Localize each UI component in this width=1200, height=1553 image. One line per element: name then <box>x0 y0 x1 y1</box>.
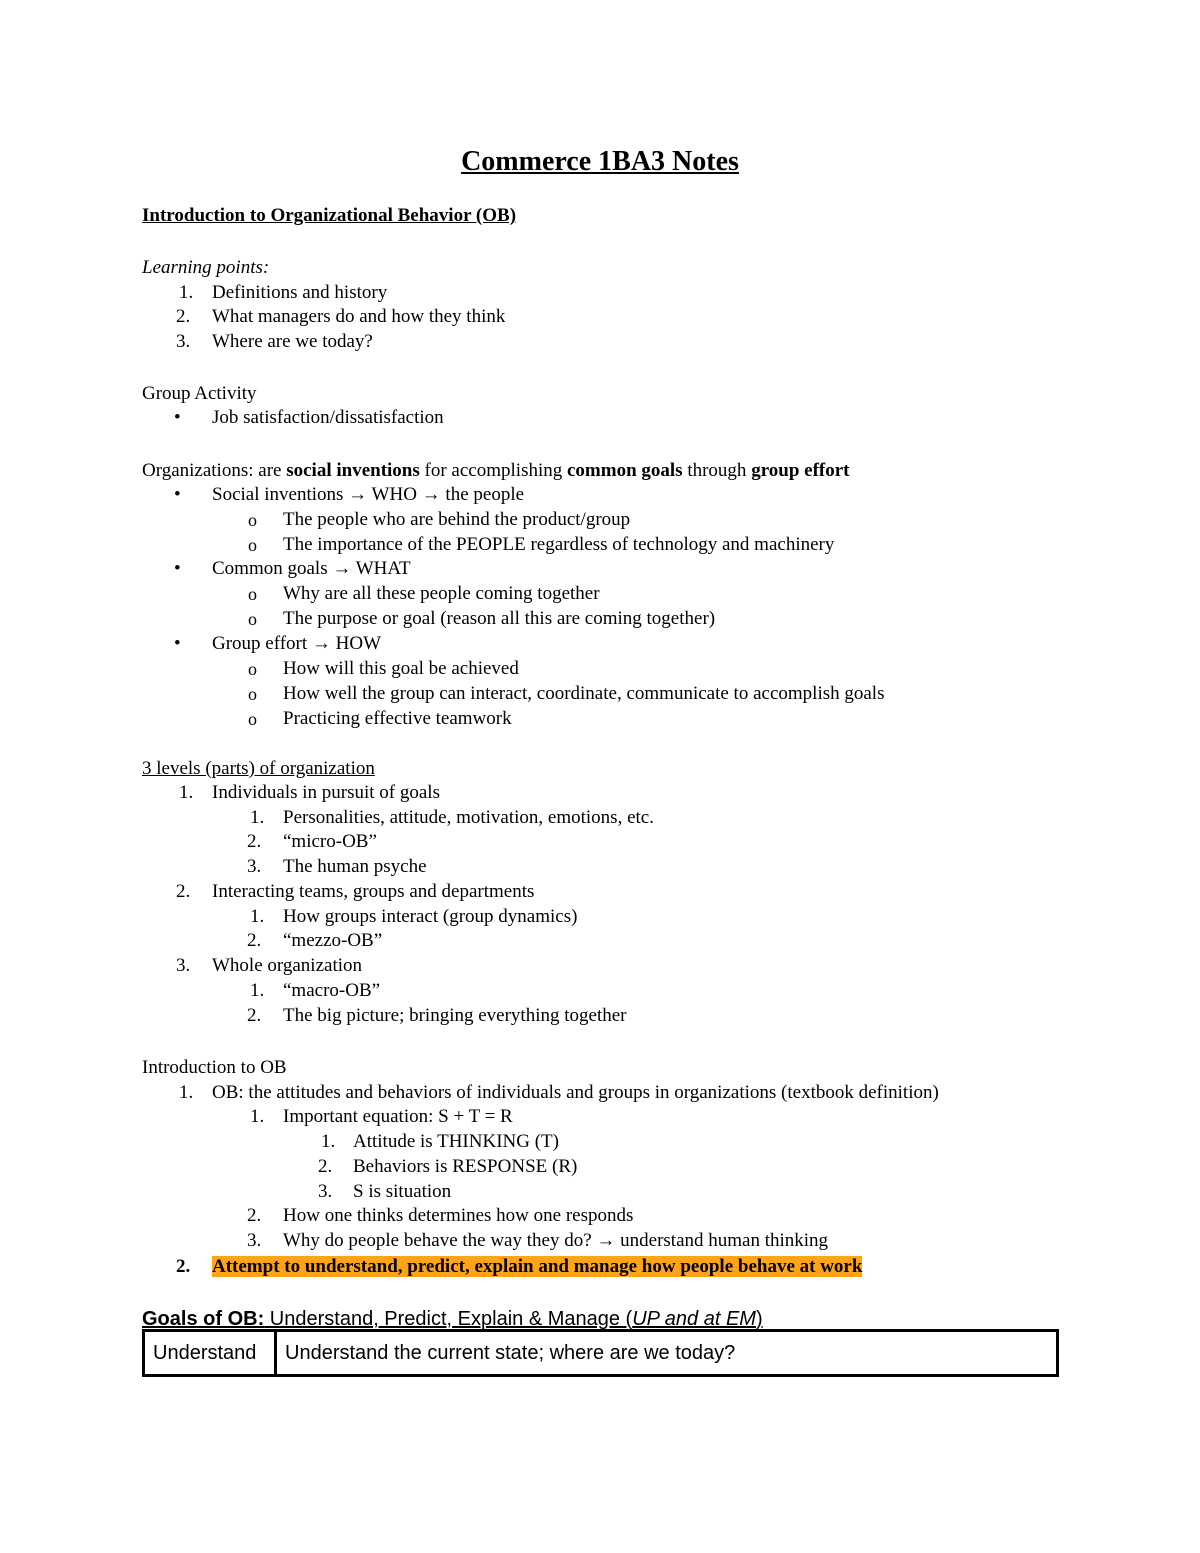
sub-sub-item: S is situation <box>353 1181 452 1202</box>
list-item: OB: the attitudes and behaviors of individuals and groups in organizations (textbook definition) <box>212 1082 939 1103</box>
sub-item: Personalities, attitude, motivation, emotions, etc. <box>283 807 654 828</box>
list-number: 1. <box>250 980 265 1001</box>
list-number: 3. <box>176 331 191 352</box>
circle-marker: o <box>248 584 257 604</box>
circle-marker: o <box>248 535 257 555</box>
sub-item: How well the group can interact, coordinate, communicate to accomplish goals <box>283 683 885 704</box>
sub-sub-item: Behaviors is RESPONSE (R) <box>353 1156 578 1177</box>
goals-heading: Goals of OB: Understand, Predict, Explain & Manage (UP and at EM) <box>142 1308 763 1330</box>
bullet-marker: • <box>174 633 181 654</box>
intro-ob-heading: Introduction to OB <box>142 1057 287 1078</box>
table-cell-description: Understand the current state; where are we today? <box>276 1331 1058 1376</box>
sub-item: “mezzo-OB” <box>283 930 383 951</box>
bullet-marker: • <box>174 558 181 579</box>
bullet-marker: • <box>174 407 181 428</box>
sub-item: The purpose or goal (reason all this are coming together) <box>283 608 716 629</box>
list-number: 2. <box>176 306 191 327</box>
sub-item: The big picture; bringing everything together <box>283 1005 627 1026</box>
page-title: Commerce 1BA3 Notes <box>461 146 739 177</box>
sub-item: The human psyche <box>283 856 427 877</box>
list-number: 2. <box>247 1005 262 1026</box>
sub-item: How one thinks determines how one responds <box>283 1205 634 1226</box>
list-item: Where are we today? <box>212 331 373 352</box>
list-number: 1. <box>321 1131 336 1152</box>
highlighted-item <box>212 1255 862 1279</box>
table-cell-goal: Understand <box>144 1331 276 1376</box>
list-item: Social inventions → WHO → the people <box>212 484 525 505</box>
list-number: 2. <box>318 1156 333 1177</box>
sub-item: How will this goal be achieved <box>283 658 519 679</box>
list-number: 2. <box>247 1205 262 1226</box>
list-item: Job satisfaction/dissatisfaction <box>212 407 444 428</box>
list-item: Common goals → WHAT <box>212 558 411 579</box>
list-number: 1. <box>250 1106 265 1127</box>
list-number: 3. <box>247 856 262 877</box>
list-number: 2. <box>176 881 191 902</box>
circle-marker: o <box>248 609 257 629</box>
circle-marker: o <box>248 684 257 704</box>
list-number: 1. <box>250 807 265 828</box>
sub-item: How groups interact (group dynamics) <box>283 906 578 927</box>
list-number: 1. <box>250 906 265 927</box>
list-item: Group effort → HOW <box>212 633 382 654</box>
circle-marker: o <box>248 659 257 679</box>
list-number: 1. <box>179 782 194 803</box>
list-number: 2. <box>247 831 262 852</box>
list-item: Definitions and history <box>212 282 388 303</box>
sub-item: Why are all these people coming together <box>283 583 600 604</box>
organizations-definition: Organizations: are social inventions for accomplishing common goals through group effort <box>142 460 850 481</box>
sub-item: “micro-OB” <box>283 831 377 852</box>
list-item: What managers do and how they think <box>212 306 506 327</box>
goals-table <box>142 1329 1059 1377</box>
circle-marker: o <box>248 709 257 729</box>
list-number: 1. <box>179 282 194 303</box>
list-number: 3. <box>247 1230 262 1251</box>
sub-sub-item: Attitude is THINKING (T) <box>353 1131 559 1152</box>
sub-item: The people who are behind the product/group <box>283 509 631 530</box>
group-activity-label: Group Activity <box>142 383 257 404</box>
list-number: 1. <box>179 1082 194 1103</box>
sub-item: “macro-OB” <box>283 980 381 1001</box>
section-heading-intro: Introduction to Organizational Behavior (OB) <box>142 205 517 226</box>
sub-item: Important equation: S + T = R <box>283 1106 513 1127</box>
list-number: 3. <box>176 955 191 976</box>
circle-marker: o <box>248 510 257 530</box>
list-item: Interacting teams, groups and departments <box>212 881 535 902</box>
levels-heading: 3 levels (parts) of organization <box>142 758 375 779</box>
list-number: 3. <box>318 1181 333 1202</box>
table-row <box>144 1331 1058 1376</box>
list-number: 2. <box>247 930 262 951</box>
highlight-text: Attempt to understand, predict, explain and manage how people behave at work <box>212 1256 863 1277</box>
list-item: Individuals in pursuit of goals <box>212 782 440 803</box>
list-number: 2. <box>176 1256 191 1277</box>
learning-points-label: Learning points: <box>142 257 270 278</box>
sub-item: Practicing effective teamwork <box>283 708 512 729</box>
sub-item: Why do people behave the way they do? → understand human thinking <box>283 1230 829 1251</box>
list-item: Whole organization <box>212 955 363 976</box>
sub-item: The importance of the PEOPLE regardless of technology and machinery <box>283 534 835 555</box>
bullet-marker: • <box>174 484 181 505</box>
